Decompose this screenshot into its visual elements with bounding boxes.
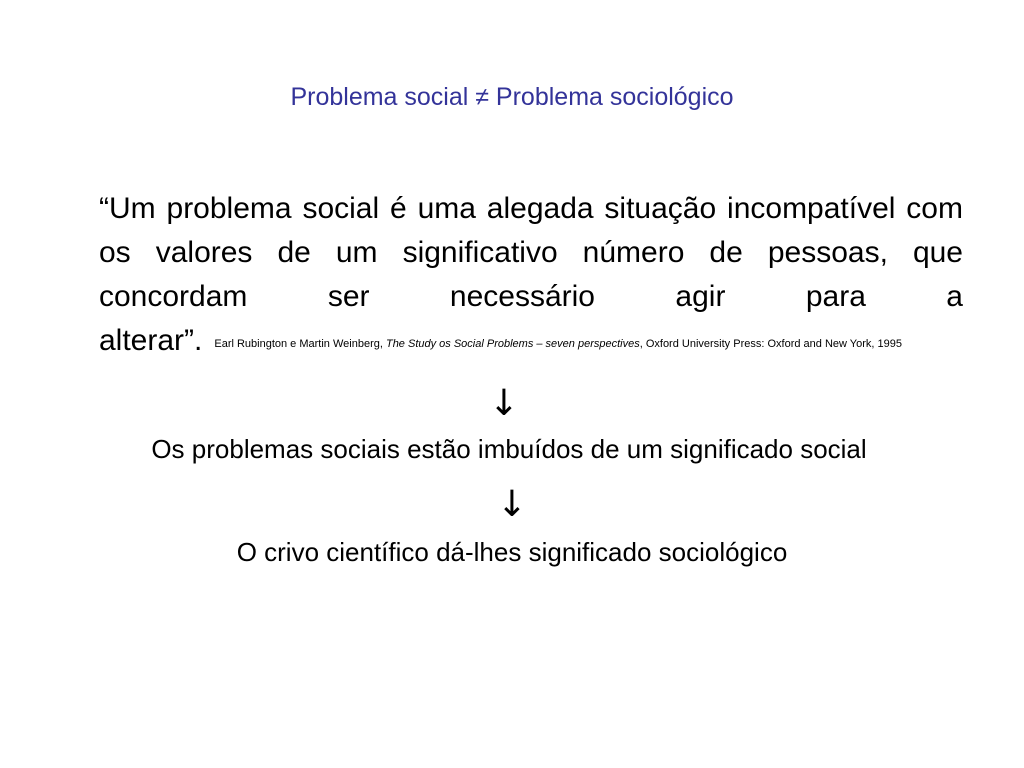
down-arrow-icon: ↓ [496, 484, 528, 525]
citation-publisher: , Oxford University Press: Oxford and New York, 1995 [639, 338, 902, 351]
statement-social-meaning: Os problemas sociais estão imbuídos de um significado social [151, 434, 867, 464]
citation-authors: Earl Rubington e Martin Weinberg, [214, 338, 386, 351]
quote-citation [214, 338, 902, 350]
citation-book-title: The Study os Social Problems – seven perspectives [385, 338, 640, 351]
statement-sociological-meaning: O crivo científico dá-lhes significado sociológico [236, 537, 788, 567]
quote-text: “Um problema social é uma alegada situação incompatível com os valores de um significativo número de pessoas, que concordam ser necessário agir para a alterar”. [99, 192, 963, 357]
down-arrow-icon: ↓ [488, 383, 520, 424]
slide-title: Problema social ≠ Problema sociológico [290, 83, 734, 111]
quote-block [99, 187, 963, 363]
